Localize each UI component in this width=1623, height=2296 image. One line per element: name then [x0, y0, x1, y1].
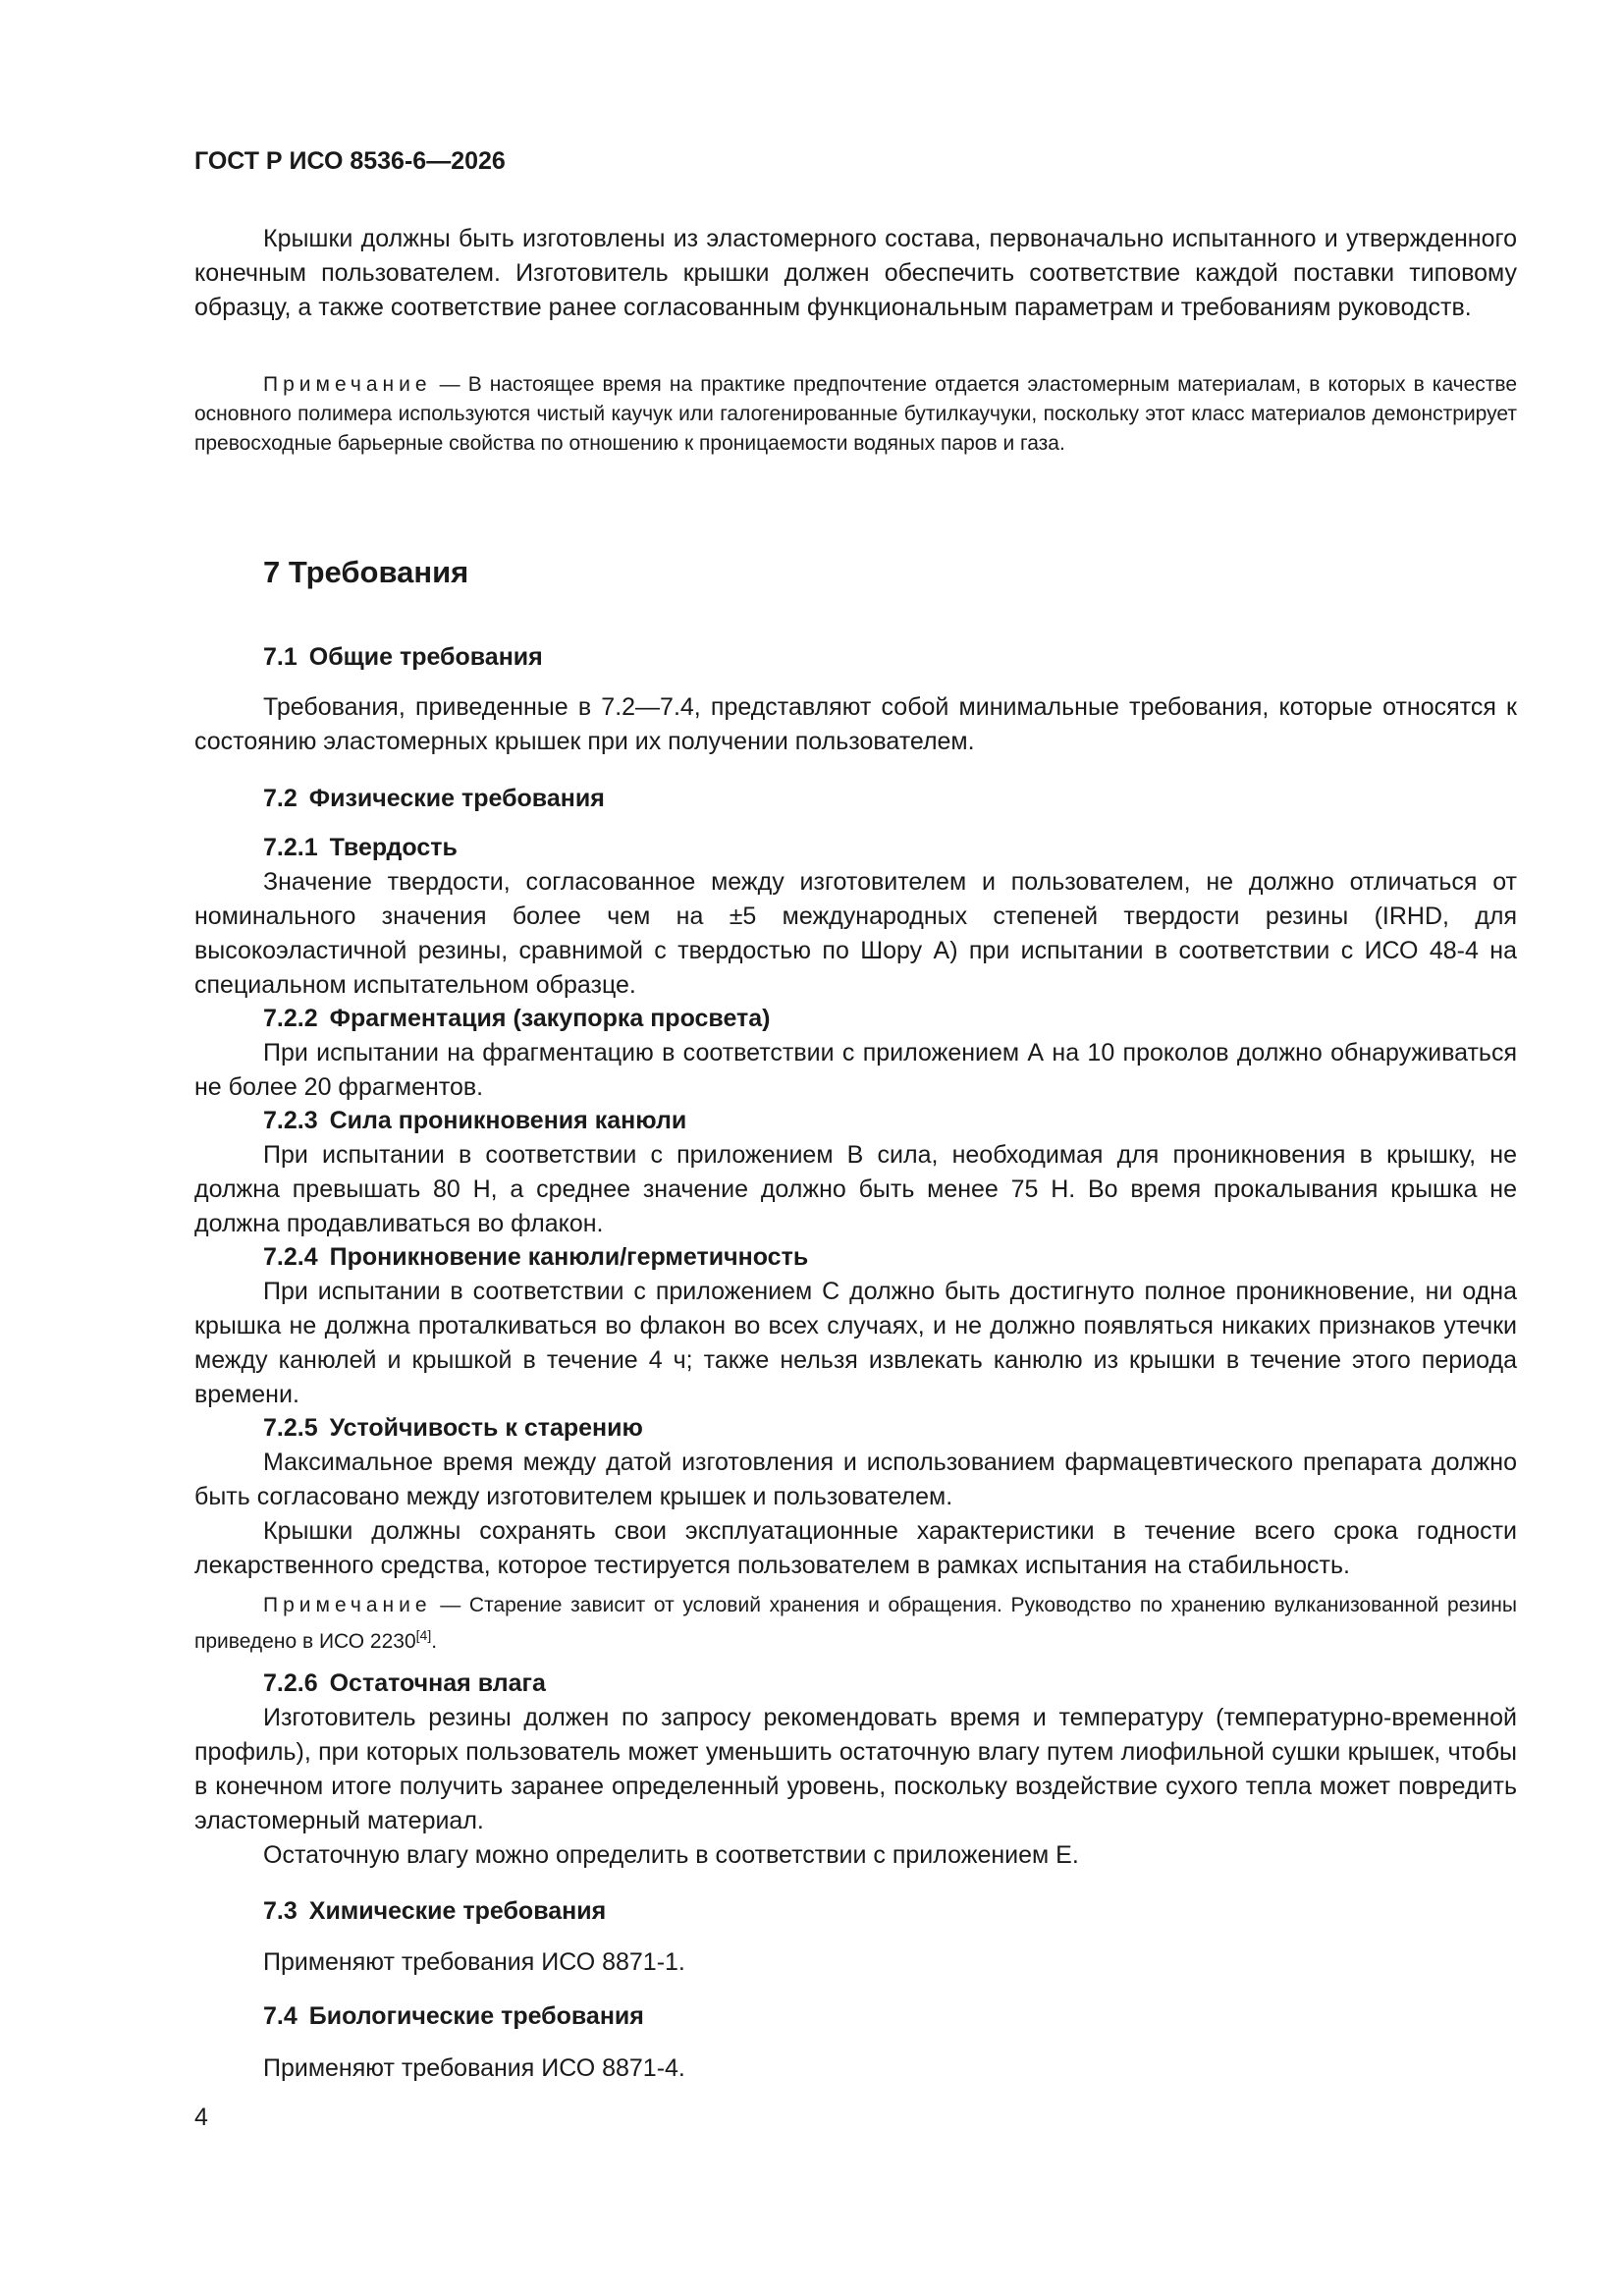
section-7-2-6-text-1: Изготовитель резины должен по запросу рекомендовать время и температуру (температурно-временной профиль), при которых пользователь может уменьшить остаточную влагу путем лиофильной сушки крышек, чтобы в конечном итоге получить заранее определенный уровень, поскольку воздействие сухого тепла может повредить эластомерный материал.: [194, 1704, 1517, 1834]
section-title: Устойчивость к старению: [329, 1414, 643, 1442]
section-7-4-text: Применяют требования ИСО 8871-4.: [263, 2054, 685, 2082]
note-text: — Старение зависит от условий хранения и обращения. Руководство по хранению вулканизованной резины приведено в ИСО 2230: [194, 1594, 1517, 1653]
note-label: Примечание: [263, 373, 432, 396]
section-number: 7.2.3: [263, 1107, 318, 1134]
intro-note: [194, 370, 1517, 459]
section-7-2-4-heading: [263, 1240, 808, 1275]
section-number: 7.2.6: [263, 1669, 318, 1697]
section-title: Проникновение канюли/герметичность: [329, 1243, 809, 1271]
section-title: Биологические требования: [308, 2002, 644, 2030]
section-title: Твердость: [329, 834, 458, 861]
section-7-2-4-text: При испытании в соответствии с приложением С должно быть достигнуто полное проникновение, ни одна крышка не должна проталкиваться во флакон во всех случаях, и не должно появляться никаких признаков утечки между канюлей и крышкой в течение 4 ч; также нельзя извлекать канюлю из крышки в течение этого периода времени.: [194, 1278, 1517, 1408]
intro-paragraph: Крышки должны быть изготовлены из эластомерного состава, первоначально испытанного и утвержденного конечным пользователем. Изготовитель крышки должен обеспечить соответствие каждой поставки типовому образцу, а также соответствие ранее согласованным функциональным параметрам и требованиям руководств.: [194, 225, 1517, 321]
section-number: 7.2: [263, 785, 298, 812]
section-number: 7.2.4: [263, 1243, 318, 1271]
section-number: 7.2.5: [263, 1414, 318, 1442]
section-number: 7.4: [263, 2002, 298, 2030]
section-number: 7.2.2: [263, 1005, 318, 1032]
section-7-2-2-heading: [263, 1002, 771, 1036]
section-title: Сила проникновения канюли: [329, 1107, 687, 1134]
section-title: Физические требования: [308, 785, 605, 812]
reference-link[interactable]: [4]: [415, 1627, 432, 1643]
section-7-2-5-text-1: Максимальное время между датой изготовления и использованием фармацевтического препарата должно быть согласовано между изготовителем крышек и пользователем.: [194, 1449, 1517, 1510]
section-7-2-6-heading: [263, 1667, 546, 1701]
section-number: 7.1: [263, 643, 298, 671]
section-7-3-text: Применяют требования ИСО 8871-1.: [263, 1948, 685, 1976]
section-7-title: 7 Требования: [263, 555, 469, 589]
section-7-2-3-text: При испытании в соответствии с приложением В сила, необходимая для проникновения в крышку, не должна превышать 80 Н, а среднее значение должно быть менее 75 Н. Во время прокалывания крышка не должна продавливаться во флакон.: [194, 1141, 1517, 1237]
section-7-2-3-heading: [263, 1104, 686, 1138]
document-header: ГОСТ Р ИСО 8536-6—2026: [194, 147, 506, 175]
section-7-2-2-text: При испытании на фрагментацию в соответствии с приложением А на 10 проколов должно обнаруживаться не более 20 фрагментов.: [194, 1039, 1517, 1101]
section-title: Общие требования: [308, 643, 543, 671]
section-number: 7.3: [263, 1897, 298, 1925]
section-number: 7.2.1: [263, 834, 318, 861]
section-7-2-5-note: [194, 1591, 1517, 1657]
section-title: Остаточная влага: [329, 1669, 546, 1697]
note-text: — В настоящее время на практике предпочтение отдается эластомерным материалам, в которых в качестве основного полимера используются чистый каучук или галогенированные бутилкаучуки, поскольку этот класс материалов демонстрирует превосходные барьерные свойства по отношению к проницаемости водяных паров и газа.: [194, 373, 1517, 455]
section-7-1-heading: [263, 640, 543, 675]
section-7-2-1-heading: [263, 831, 458, 865]
section-title: Химические требования: [308, 1897, 607, 1925]
section-7-2-5-text-2: Крышки должны сохранять свои эксплуатационные характеристики в течение всего срока годности лекарственного средства, которое тестируется пользователем в рамках испытания на стабильность.: [194, 1517, 1517, 1579]
section-7-2-5-heading: [263, 1411, 643, 1446]
section-7-2-1-text: Значение твердости, согласованное между изготовителем и пользователем, не должно отличаться от номинального значения более чем на ±5 международных степеней твердости резины (IRHD, для высокоэластичной резины, сравнимой с твердостью по Шору А) при испытании в соответствии с ИСО 48-4 на специальном испытательном образце.: [194, 868, 1517, 999]
note-label: Примечание: [263, 1594, 432, 1616]
section-7-4-heading: [263, 1999, 644, 2034]
section-7-1-text: Требования, приведенные в 7.2—7.4, представляют собой минимальные требования, которые относятся к состоянию эластомерных крышек при их получении пользователем.: [194, 693, 1517, 755]
page-number: 4: [194, 2104, 208, 2131]
section-7-2-6-text-2: Остаточную влагу можно определить в соответствии с приложением Е.: [263, 1841, 1079, 1869]
section-7-3-heading: [263, 1894, 606, 1929]
section-7-2-heading: [263, 782, 605, 816]
note-end: .: [431, 1630, 438, 1653]
section-title: Фрагментация (закупорка просвета): [329, 1005, 771, 1032]
